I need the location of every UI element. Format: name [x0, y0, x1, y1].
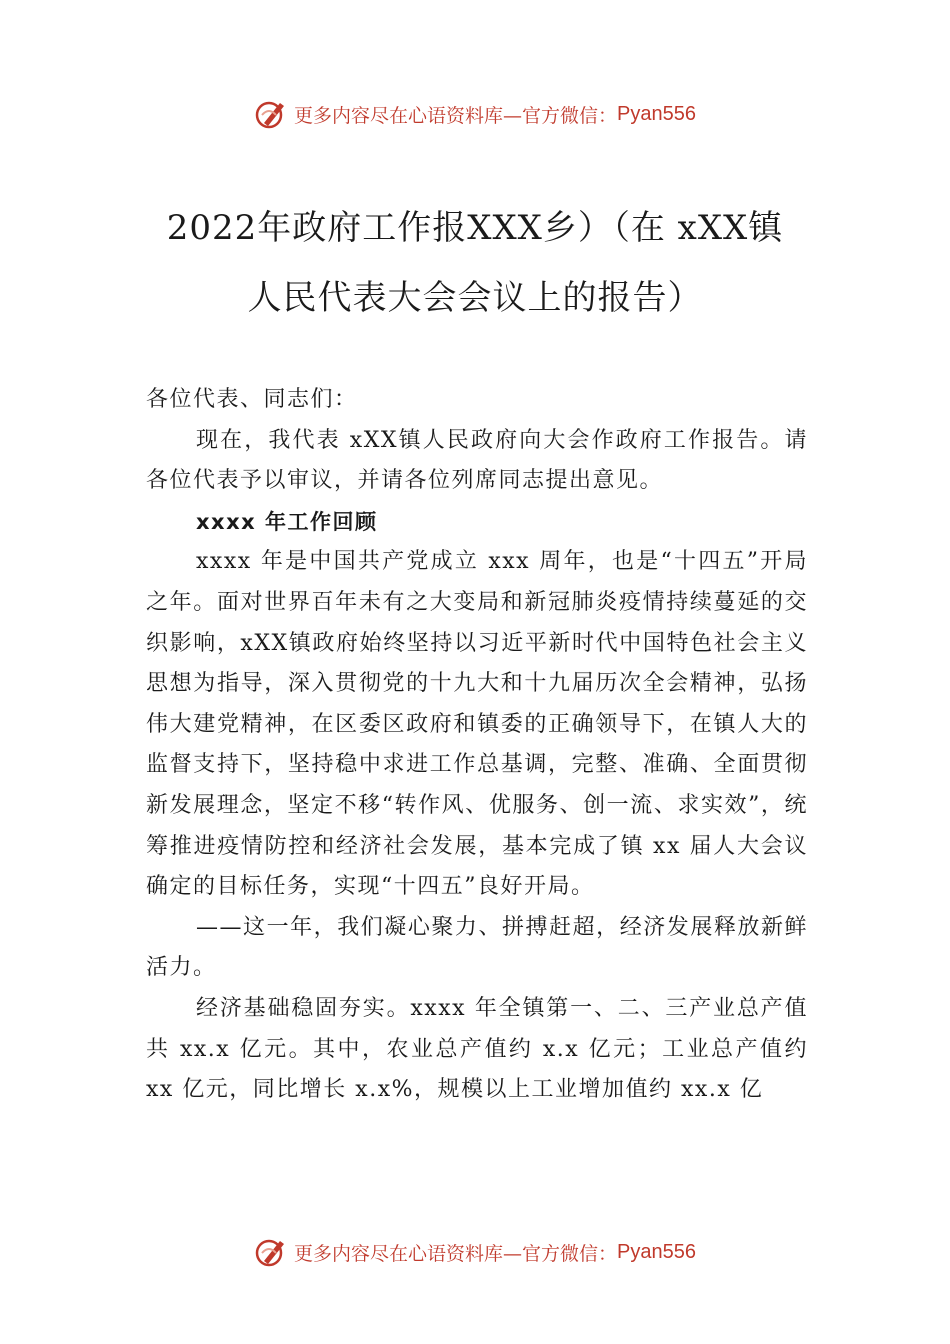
banner-text: 更多内容尽在心语资料库—官方微信： — [294, 104, 618, 127]
footer-watermark-banner — [0, 1232, 950, 1272]
banner-text: 更多内容尽在心语资料库—官方微信： — [294, 1242, 618, 1265]
pen-logo-icon — [254, 97, 288, 131]
pen-logo-icon — [254, 1235, 288, 1269]
document-title-line-1: 2022年政府工作报XXX乡）（在 xXX镇 — [166, 208, 784, 248]
document-title-line-2: 人民代表大会会议上的报告） — [247, 278, 703, 318]
highlight-paragraph: ——这一年，我们凝心聚力、拼搏赶超，经济发展释放新鲜活力。 — [146, 914, 808, 981]
salutation: 各位代表、同志们： — [146, 387, 358, 412]
header-watermark-banner — [0, 94, 950, 134]
banner-wechat-id: Pyan556 — [617, 102, 696, 125]
economy-paragraph: 经济基础稳固夯实。xxxx 年全镇第一、二、三产业总产值共 xx.x 亿元。其中，农业总产值约 x.x 亿元；工业总产值约 xx 亿元，同比增长 x.x%，规模以上工业增加值约 xx.x 亿 — [146, 995, 808, 1103]
document-body — [146, 380, 808, 1111]
banner-wechat-id: Pyan556 — [617, 1240, 696, 1263]
review-paragraph: xxxx 年是中国共产党成立 xxx 周年，也是“十四五”开局之年。面对世界百年未有之大变局和新冠肺炎疫情持续蔓延的交织影响，xXX镇政府始终坚持以习近平新时代中国特色社会主义思想为指导，深入贯彻党的十九大和十九届历次全会精神，弘扬伟大建党精神，在区委区政府和镇委的正确领导下，在镇人大的监督支持下，坚持稳中求进工作总基调，完整、准确、全面贯彻新发展理念，坚定不移“转作风、优服务、创一流、求实效”，统筹推进疫情防控和经济社会发展，基本完成了镇 xx 届人大会议确定的目标任务，实现“十四五”良好开局。 — [146, 549, 808, 900]
intro-paragraph: 现在，我代表 xXX镇人民政府向大会作政府工作报告。请各位代表予以审议，并请各位列席同志提出意见。 — [146, 427, 808, 494]
section-heading: xxxx 年工作回顾 — [196, 509, 378, 534]
